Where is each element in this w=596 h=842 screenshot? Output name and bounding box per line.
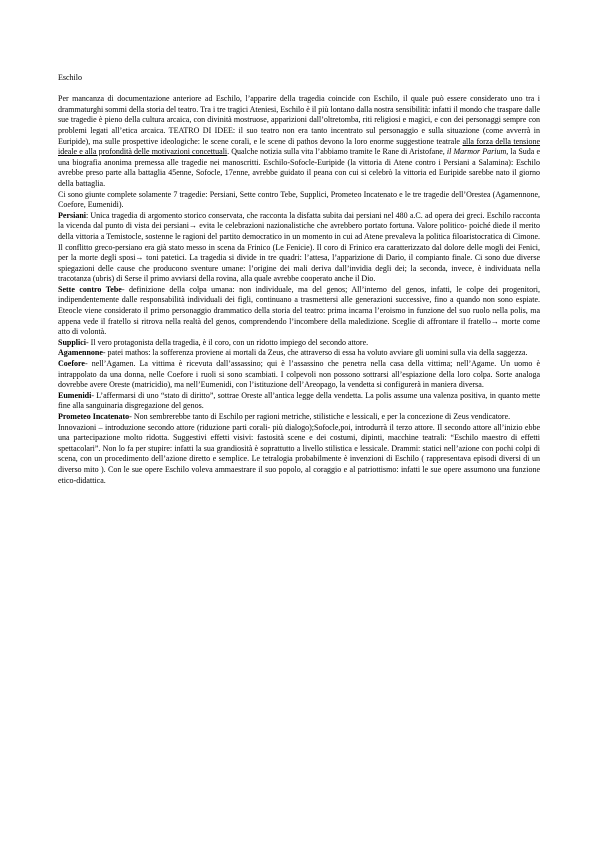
section-text: - nell’Agamen. La vittima è ricevuta dall’assassino; qui è l’assassino che penetra nella casa della vittima; nell’Agame. Un uomo è intrappolato da una donna, nelle Coefore i ruoli si sono scambiati. I colpevoli non possono sottrarsi all’espiazione della loro colpa. Sorte analoga dovrebbe avere Oreste (matricidio), ma nell’Eumenidi, con l’istituzione dell’Areopago, la vendetta si configurerà in maniera diversa.	[58, 359, 540, 390]
section-text: - L’affermarsi di uno “stato di diritto”, sottrae Oreste all’antica legge della vendetta. La polis assume una valenza positiva, in quanto mette fine alla sanguinaria disgregazione del genos.	[58, 390, 540, 411]
section-text: - Il vero protagonista della tragedia, è il coro, con un ridotto impiego del secondo attore.	[86, 337, 369, 347]
section-label: Prometeo Incatenato	[58, 412, 130, 421]
section-supplici	[58, 338, 540, 349]
intro-text-tail: , la Suda e una biografia anonima premessa alle tragedie nei manoscritti. Eschilo-Sofocle-Euripide (la vittoria di Atene contro i Persiani a Salamina): Eschilo avrebbe preso parte alla battaglia 45enne, Sofocle, 17enne, avrebbe guidato il peana con cui si celebrò la vittoria ed Euripide sarebbe nato il giorno della battaglia.	[58, 147, 541, 188]
section-persiani	[58, 211, 540, 285]
intro-text: Per mancanza di documentazione anteriore ad Eschilo, l’apparire della tragedia coincide con Eschilo, il quale può essere considerato uno tra i drammaturghi sommi della storia del teatro. Tra i tre tragici Ateniesi, Eschilo è il più lontano dalla nostra sensibilità: infatti il mondo che traspare dalle sue tragedie è pieno della cultura arcaica, con divinità mostruose, apparizioni dall’oltretomba, riti religiosi e magici, e con dei personaggi sempre con problemi legati all’etica arcaica. TEATRO DI IDEE: il suo teatro non era tanto incentrato sul personaggio e sulla situazione (come avverrà in Euripide), ma sulle prospettive ideologiche: le scene corali, e le scene di pathos devono la loro enorme suggestione teatrale	[58, 94, 540, 146]
document-body	[58, 73, 540, 486]
section-text: - patei mathos: la sofferenza proviene ai mortali da Zeus, che attraverso di essa ha voluto avviare gli uomini sulla via della saggezza.	[102, 348, 528, 358]
section-prometeo-incatenato	[58, 412, 540, 423]
document-title: Eschilo	[58, 73, 82, 82]
innovations-paragraph: Innovazioni – introduzione secondo attore (riduzione parti corali- più dialogo);Sofocle,poi, introdurrà il terzo attore. Il secondo attore all’inizio ebbe una partecipazione molto ridotta. Suggestivi effetti visivi: fastosità scene e dei costumi, dipinti, macchine teatrali: “Eschilo maestro di effetti spettacolari”. Non lo fa per stupire: infatti la sua grandiosità è soprattutto a livello stilistica e lessicale. Drammi: statici nell’azione con pochi colpi di scena, con un procedimento dell’azione diretto e semplice. Le tetralogia probabilmente è invenzioni di Eschilo ( rappresentava episodi diversi di un diverso mito ). Con le sue opere Eschilo voleva ammaestrare il suo popolo, al coraggio e al patriottismo: infatti le sue opere assumono una funzione etico-didattica.	[58, 422, 540, 485]
intro-text-cont: . Qualche notizia sulla vita l’abbiamo tramite le Rane di Aristofane,	[227, 147, 447, 157]
section-agamennone	[58, 348, 540, 359]
section-label: Supplici	[58, 337, 87, 347]
section-eumenidi	[58, 391, 540, 412]
underlined-phrase: alla forza della tensione ideale e alla profondità delle motivazioni concettuali	[58, 136, 541, 157]
section-sette-contro-tebe	[58, 285, 540, 338]
section-label: Agamennone	[58, 348, 103, 358]
section-coefore	[58, 359, 540, 391]
section-text: - Non sembrerebbe tanto di Eschilo per ragioni metriche, stilistiche e lessicali, e per la concezione di Zeus vendicatore.	[129, 412, 511, 421]
section-label: Sette contro Tebe	[58, 284, 122, 294]
section-text: : Unica tragedia di argomento storico conservata, che racconta la disfatta subita dai persiani nel 480 a.C. ad opera dei greci. Eschilo racconta la vicenda dal punto di vista dei persiani→ evita le celebrazioni nazionalistiche che avrebbero portato fortuna. Valore politico- poiché diede il merito della vittoria a Temistocle, sostenne le ragioni del partito democratico in un momento in cui ad Atene prevaleva la politica filoaristocratica di Cimone. Il conflitto greco-persiano era già stato messo in scena da Frinico (Le Fenicie). Il coro di Frinico era caratterizzato dal dolore delle mogli dei Fenici, per la morte degli sposi→ toni patetici. La tragedia si divide in tre quadri: l’attesa, l’apparizione di Dario, il compianto finale. Ci sono due diverse spiegazioni delle cause che producono sventure umane: l’origine dei mali deriva dall’invidia degli dei; la seconda, invece, è individuata nella tracotanza (ubris) di Serse il primo avviarsi della rovina, alla quale avrebbe cooperato anche il Dio.	[58, 210, 540, 284]
section-label: Persiani	[58, 210, 86, 220]
section-label: Eumenidi	[58, 390, 92, 400]
surviving-tragedies-paragraph: Ci sono giunte complete solamente 7 tragedie: Persiani, Sette contro Tebe, Supplici, Prometeo Incatenato e le tre tragedie dell’Orestea (Agamennone, Coefore, Eumenidi).	[58, 189, 540, 210]
intro-paragraph	[58, 94, 540, 189]
section-text: - definizione della colpa umana: non individuale, ma del genos; All’interno del genos, infatti, le colpe dei progenitori, indipendentemente dalle responsabilità individuali dei figli, continuano a trasmettersi alle generazioni successive, fino a quando non sono espiate. Eteocle viene considerato il primo personaggio drammatico della storia del teatro: prima incarna l’eroismo in funzione del suo ruolo nella polis, ma appena vede il fratello si ritrova nella realtà del genos, comprendendo l’incombere della maledizione. Sceglie di affrontare il fratello→ morte come atto di volontà.	[58, 284, 540, 337]
italic-source: il Marmor Parium	[446, 147, 507, 157]
section-label: Coefore	[58, 359, 85, 369]
